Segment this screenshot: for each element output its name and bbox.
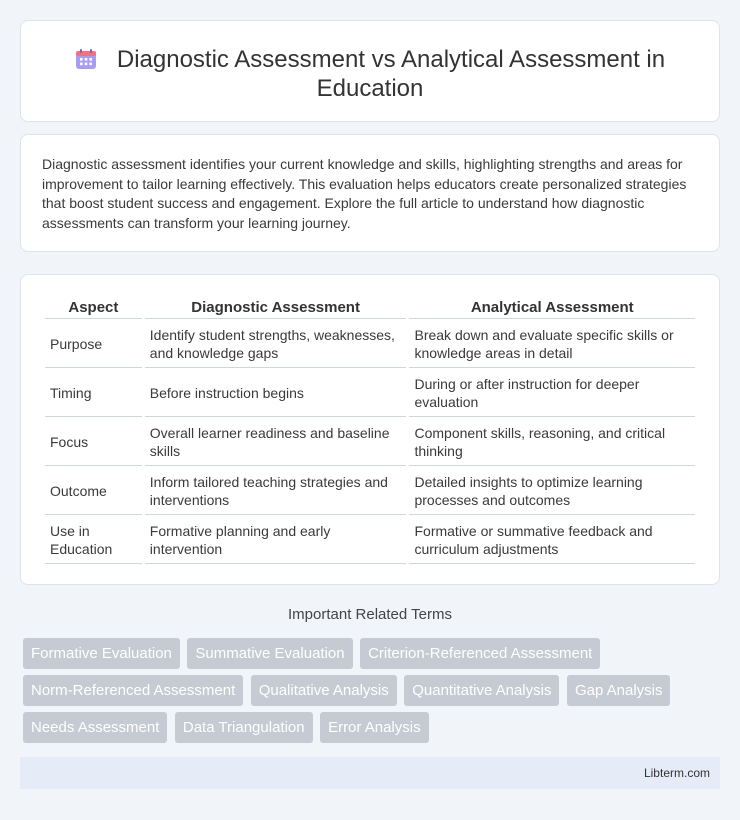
header-aspect: Aspect: [45, 297, 142, 319]
calendar-icon: [75, 48, 97, 70]
header-diagnostic: Diagnostic Assessment: [145, 297, 407, 319]
row-analytical: Break down and evaluate specific skills or knowledge areas in detail: [409, 321, 695, 368]
row-diagnostic: Inform tailored teaching strategies and interventions: [145, 468, 407, 515]
row-diagnostic: Overall learner readiness and baseline skills: [145, 419, 407, 466]
row-analytical: Formative or summative feedback and curriculum adjustments: [409, 517, 695, 564]
row-aspect: Outcome: [45, 468, 142, 515]
related-term-tag[interactable]: Error Analysis: [320, 712, 429, 743]
related-term-tag[interactable]: Data Triangulation: [175, 712, 313, 743]
table-row: [45, 419, 695, 466]
footer: [20, 757, 720, 789]
related-term-tag[interactable]: Summative Evaluation: [187, 638, 352, 669]
table-row: [45, 517, 695, 564]
row-aspect: Use in Education: [45, 517, 142, 564]
related-term-tag[interactable]: Criterion-Referenced Assessment: [360, 638, 600, 669]
row-diagnostic: Identify student strengths, weaknesses, and knowledge gaps: [145, 321, 407, 368]
row-analytical: Component skills, reasoning, and critical thinking: [409, 419, 695, 466]
row-aspect: Purpose: [45, 321, 142, 368]
row-analytical: Detailed insights to optimize learning processes and outcomes: [409, 468, 695, 515]
table-header-row: [45, 297, 695, 319]
table-row: [45, 468, 695, 515]
table-row: [45, 321, 695, 368]
related-term-tag[interactable]: Formative Evaluation: [23, 638, 180, 669]
header-analytical: Analytical Assessment: [409, 297, 695, 319]
row-diagnostic: Formative planning and early intervention: [145, 517, 407, 564]
table-row: [45, 370, 695, 417]
related-terms-list: [23, 638, 723, 749]
related-terms-title: Important Related Terms: [288, 606, 452, 623]
row-analytical: During or after instruction for deeper evaluation: [409, 370, 695, 417]
footer-brand-link[interactable]: Libterm.com: [643, 766, 710, 780]
comparison-card: [20, 274, 720, 585]
related-term-tag[interactable]: Qualitative Analysis: [251, 675, 397, 706]
intro-card: [20, 134, 720, 252]
row-aspect: Focus: [45, 419, 142, 466]
title-card: [20, 20, 720, 122]
related-term-tag[interactable]: Needs Assessment: [23, 712, 167, 743]
page-title: Diagnostic Assessment vs Analytical Assessment in Education: [116, 46, 666, 102]
intro-text: Diagnostic assessment identifies your current knowledge and skills, highlighting strengths and areas for improvement to tailor learning effectively. This evaluation helps educators create personalized strategies that boost student success and engagement. Explore the full article to understand how diagnostic assessments can transform your learning journey.: [42, 156, 687, 231]
related-term-tag[interactable]: Norm-Referenced Assessment: [23, 675, 243, 706]
related-term-tag[interactable]: Gap Analysis: [567, 675, 671, 706]
row-aspect: Timing: [45, 370, 142, 417]
row-diagnostic: Before instruction begins: [145, 370, 407, 417]
related-term-tag[interactable]: Quantitative Analysis: [404, 675, 559, 706]
comparison-table: [42, 295, 698, 566]
